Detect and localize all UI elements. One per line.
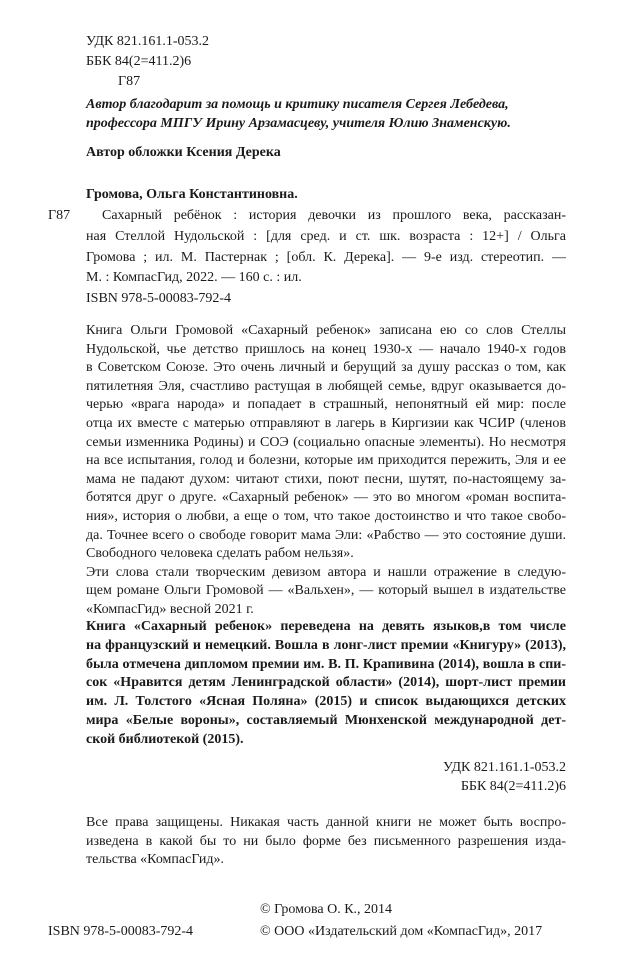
annotation-line: черью «врага народа» и попадает в страшный, непонятный ей мир: после [86, 397, 566, 413]
annotation-line: мама не падают духом: читают стихи, поют песни, шутят, по-настоящему за- [86, 471, 566, 487]
catalog-line: М. : КомпасГид, 2022. — 160 с. : ил. [86, 270, 302, 285]
bbk-code: ББК 84(2=411.2)6 [86, 54, 192, 69]
annotation-line: в Советском Союзе. Это очень личный и берущий за душу рассказ о том, как [86, 360, 566, 376]
annotation-line: ния», история о любви, а еще о том, что такое достоинство и что такое свобо- [86, 509, 566, 524]
footer-isbn: ISBN 978-5-00083-792-4 [48, 924, 194, 939]
catalog-line: Громова ; ил. М. Пастернак ; [обл. К. Дерека]. — 9-е изд. стереотип. — [86, 250, 566, 265]
annotation-line: Нудольской, чье детство пришлось на конец 1930-х — начало 1940-х годов [86, 341, 566, 357]
acknowledgement-line: Автор благодарит за помощь и критику писателя Сергея Лебедева, [86, 97, 509, 112]
annotation-line: пятилетняя Эля, счастливо растущая в любящей семье, вдруг оказывается до- [86, 378, 566, 394]
author-mark: Г87 [118, 74, 141, 89]
udk-code-right: УДК 821.161.1-053.2 [442, 760, 566, 775]
annotation-line: «КомпасГид» весной 2021 г. [86, 602, 254, 617]
copyright-publisher: © ООО «Издательский дом «КомпасГид», 2017 [260, 924, 543, 939]
annotation-line: Эти слова стали творческим девизом автора и нашли отражение в следую- [86, 564, 566, 580]
rights-line: изведена в какой бы то ни было форме без письменного разрешения изда- [86, 833, 566, 849]
copyright-author: © Громова О. К., 2014 [260, 902, 393, 917]
catalog-line: ная Стеллой Нудольской : [для сред. и ст. шк. возраста : 12+] / Ольга [86, 229, 566, 244]
rights-line: Все права защищены. Никакая часть данной книги не может быть воспро- [86, 815, 566, 830]
acknowledgement-line: профессора МПГУ Ирину Арзамасцеву, учителя Юлию Знаменскую. [86, 116, 511, 131]
catalog-line: Сахарный ребёнок : история девочки из прошлого века, рассказан- [102, 208, 566, 223]
annotation-line: семьи изменника Родины) и СОЭ (социально опасные элементы). Но несмотря [86, 434, 566, 450]
bbk-code-right: ББК 84(2=411.2)6 [460, 779, 566, 794]
awards-line: была отмечена дипломом премии им. В. П. Крапивина (2014), вошла в спи- [86, 656, 566, 672]
catalog-mark: Г87 [48, 208, 71, 223]
annotation-line: да. Точнее всего о свободе говорит мама Эли: «Рабство — это состояние души. [86, 527, 566, 543]
annotation-line: отца их вместе с матерью отправляют в лагерь в Киргизии как ЧСИР (членов [86, 416, 566, 431]
udk-code: УДК 821.161.1-053.2 [86, 34, 210, 49]
cover-credit: Автор обложки Ксения Дерека [86, 145, 281, 160]
annotation-line: на все испытания, голод и болезни, которые им приходится пережить, Эля и ее [86, 453, 566, 469]
annotation-line: Свободного человека сделать рабом нельзя». [86, 546, 354, 562]
awards-line: сок «Нравится детям Ленинградской области» (2014), шорт-лист премии [86, 675, 566, 691]
annotation-line: ботятся друг о друге. «Сахарный ребенок» — это во многом «роман воспита- [86, 490, 566, 506]
awards-line: им. Л. Толстого «Ясная Поляна» (2015) и список выдающихся детских [86, 694, 566, 710]
annotation-line: Книга Ольги Громовой «Сахарный ребенок» записана ею со слов Стеллы [86, 323, 566, 338]
rights-line: тельства «КомпасГид». [86, 852, 225, 868]
catalog-author: Громова, Ольга Константиновна. [86, 187, 298, 202]
awards-line: Книга «Сахарный ребенок» переведена на девять языков,в том числе [86, 619, 566, 634]
awards-line: мира «Белые вороны», составляемый Мюнхенской международной дет- [86, 713, 566, 728]
awards-line: на французский и немецкий. Вошла в лонг-лист премии «Книгуру» (2013), [86, 637, 566, 653]
awards-line: ской библиотекой (2015). [86, 731, 244, 747]
annotation-line: щем романе Ольги Громовой — «Вальхен», — который вышел в издательстве [86, 583, 566, 599]
catalog-isbn: ISBN 978-5-00083-792-4 [86, 291, 232, 306]
